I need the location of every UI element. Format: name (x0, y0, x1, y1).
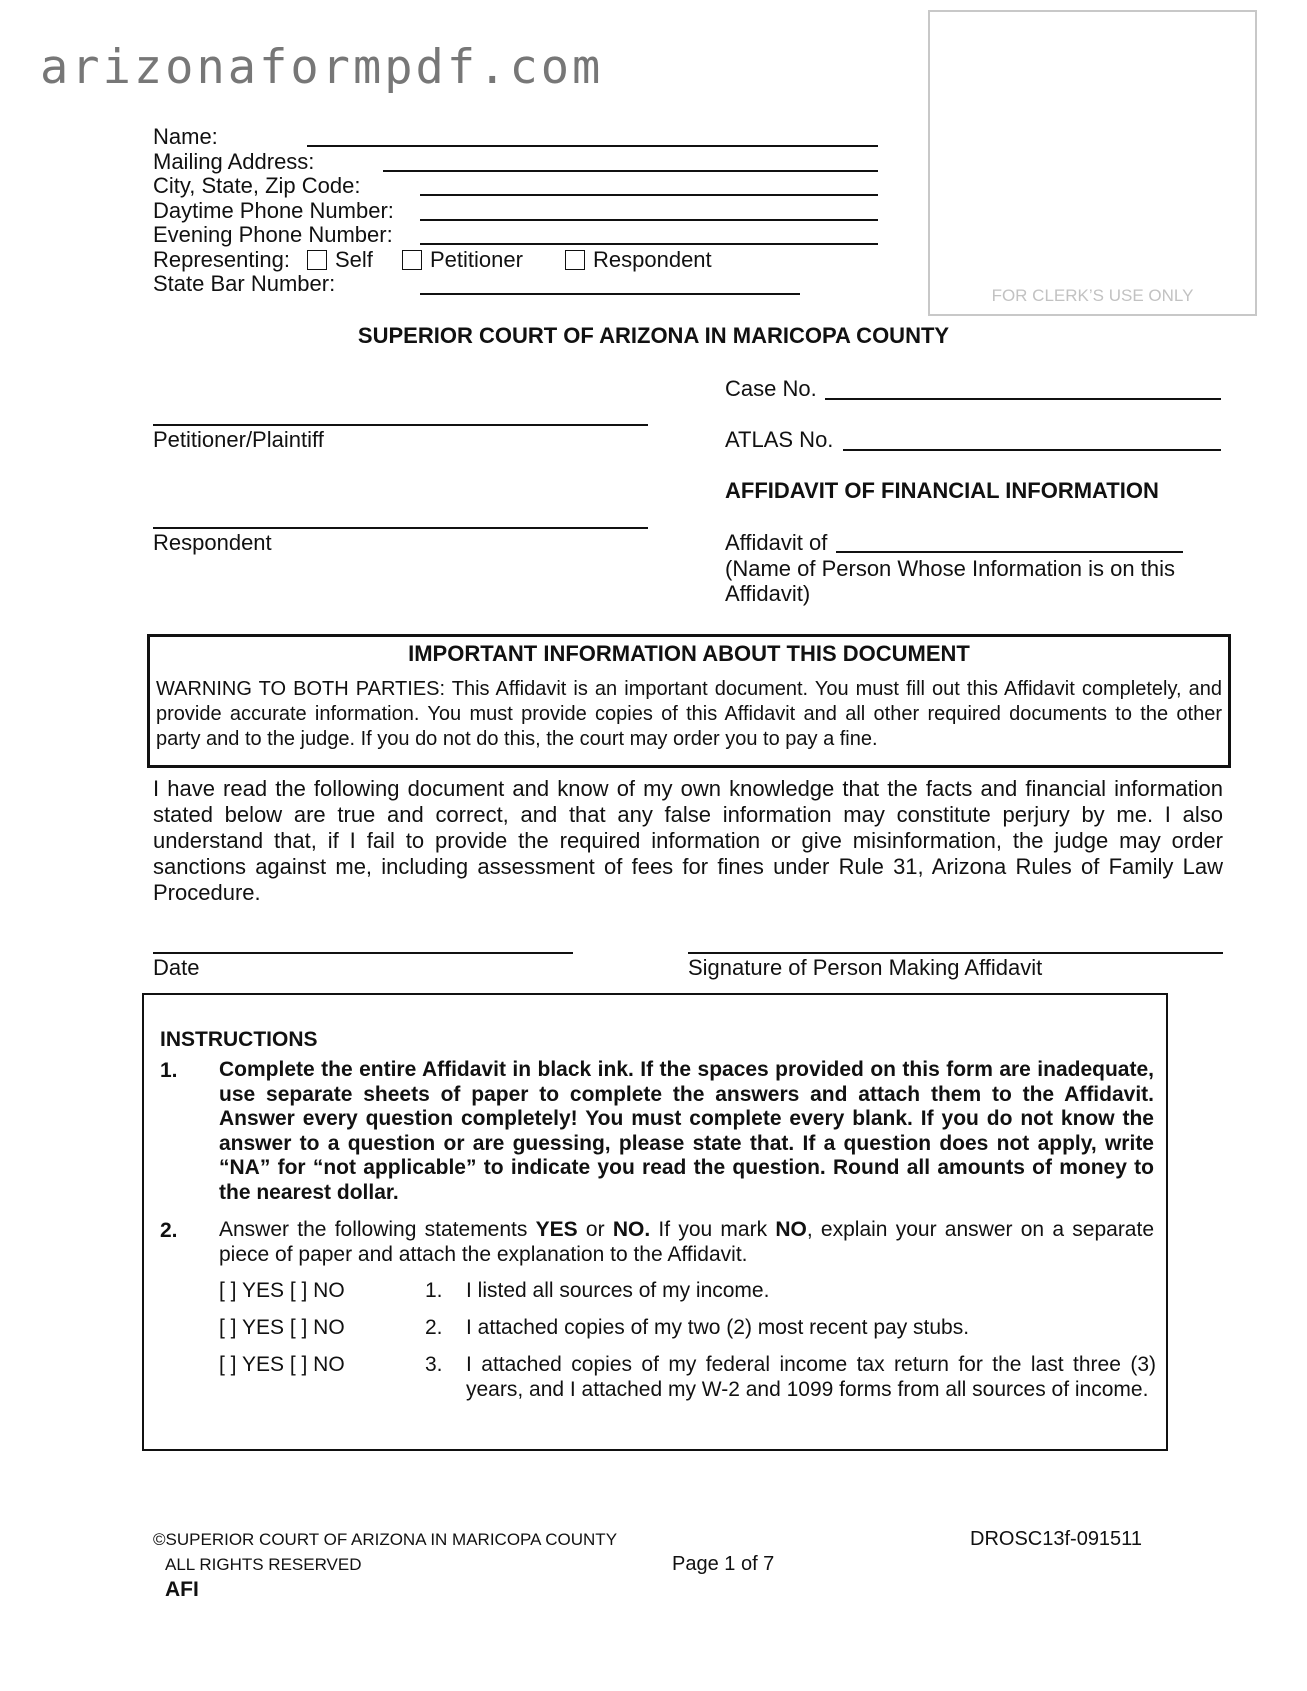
case-no-field[interactable] (825, 398, 1221, 400)
statement-3-text: I attached copies of my federal income tax return for the last three (3) years, and I attached my W-2 and 1099 forms from all sources of income. (466, 1353, 1156, 1401)
affidavit-of-label: Affidavit of (725, 530, 828, 555)
instruction-2-post: , explain your answer on a separate piece of paper and attach the explanation to the Affidavit. (219, 1218, 1155, 1266)
option-petitioner[interactable] (402, 247, 523, 272)
date-field[interactable] (153, 952, 573, 954)
instruction-1-text: Complete the entire Affidavit in black ink. If the spaces provided on this form are inadequate, use separate sheets of paper to complete the answers and attach them to the Affidavit. Answer every question completely! You must complete every blank. If you do not know the answer to a question or are guessing, please state that. If a question does not apply, write “NA” for “not applicable” to indicate you read the question. Round all amounts of money to the nearest dollar. (219, 1058, 1154, 1204)
statement-1-number: 1. (425, 1279, 443, 1302)
clerk-use-label: FOR CLERK’S USE ONLY (991, 286, 1194, 305)
document-title: AFFIDAVIT OF FINANCIAL INFORMATION (725, 478, 1159, 503)
petitioner-checkbox[interactable] (402, 250, 422, 270)
self-label: Self (335, 247, 373, 272)
statement-2-number: 2. (425, 1316, 443, 1339)
petitioner-name-field[interactable] (153, 424, 648, 426)
daytime-phone-label: Daytime Phone Number: (153, 198, 394, 223)
petitioner-label: Petitioner/Plaintiff (153, 427, 324, 452)
daytime-phone-field[interactable] (420, 219, 878, 221)
instruction-2-number: 2. (160, 1219, 178, 1242)
statement-1-text: I listed all sources of my income. (466, 1279, 770, 1302)
footer-rights: ALL RIGHTS RESERVED (165, 1555, 362, 1574)
footer-copyright: ©SUPERIOR COURT OF ARIZONA IN MARICOPA COUNTY (153, 1530, 618, 1549)
important-heading: IMPORTANT INFORMATION ABOUT THIS DOCUMENT (408, 641, 970, 666)
option-respondent[interactable] (565, 247, 712, 272)
statement-3-number: 3. (425, 1353, 443, 1376)
respondent-caption-label: Respondent (153, 530, 272, 555)
instruction-2-no2: NO (775, 1218, 807, 1241)
city-state-zip-label: City, State, Zip Code: (153, 173, 361, 198)
state-bar-label: State Bar Number: (153, 271, 336, 296)
important-warning-text: WARNING TO BOTH PARTIES: This Affidavit is an important document. You must fill out this Affidavit completely, and provide accurate information. You must provide copies of this Affidavit and all other required documents to the other party and to the judge. If you do not do this, the court may order you to pay a fine. (156, 678, 1222, 750)
signature-field[interactable] (688, 952, 1223, 954)
court-title: SUPERIOR COURT OF ARIZONA IN MARICOPA COUNTY (357, 323, 950, 348)
affidavit-note-cont: Affidavit) (725, 581, 811, 606)
atlas-no-field[interactable] (843, 449, 1221, 451)
statement-1-yes-no[interactable]: [ ] YES [ ] NO (219, 1279, 345, 1302)
page-number: Page 1 of 7 (672, 1553, 775, 1575)
respondent-label: Respondent (593, 247, 712, 272)
instruction-1-number: 1. (160, 1059, 178, 1082)
watermark: arizonaformpdf.com (40, 40, 604, 95)
instruction-2-pre: Answer the following statements (219, 1218, 536, 1241)
instruction-2-text (219, 1218, 1154, 1267)
respondent-checkbox[interactable] (565, 250, 585, 270)
state-bar-field[interactable] (420, 293, 800, 295)
statement-3-yes-no[interactable]: [ ] YES [ ] NO (219, 1353, 345, 1376)
statement-2-yes-no[interactable]: [ ] YES [ ] NO (219, 1316, 345, 1339)
signature-label: Signature of Person Making Affidavit (688, 955, 1043, 980)
mailing-address-label: Mailing Address: (153, 149, 315, 174)
instruction-2-yes: YES (535, 1218, 578, 1241)
case-no-label: Case No. (725, 376, 817, 401)
instruction-2-mid: If you mark (650, 1218, 776, 1241)
date-label: Date (153, 955, 200, 980)
instruction-2-no: NO. (612, 1218, 651, 1241)
representing-label: Representing: (153, 247, 290, 272)
instructions-box (142, 993, 1168, 1451)
form-id: DROSC13f-091511 (970, 1528, 1142, 1550)
instruction-2-or: or (577, 1218, 613, 1241)
instructions-heading: INSTRUCTIONS (160, 1028, 318, 1051)
footer-form-code: AFI (165, 1578, 199, 1601)
self-checkbox[interactable] (307, 250, 327, 270)
option-self[interactable] (307, 247, 373, 272)
evening-phone-label: Evening Phone Number: (153, 222, 393, 247)
clerk-use-box (928, 10, 1257, 316)
affidavit-of-field[interactable] (836, 551, 1183, 553)
city-state-zip-field[interactable] (420, 194, 878, 196)
respondent-name-field[interactable] (153, 527, 648, 529)
important-info-box (147, 634, 1231, 768)
name-field[interactable] (307, 145, 878, 147)
name-label: Name: (153, 124, 218, 149)
affidavit-note: (Name of Person Whose Information is on this (725, 556, 1175, 581)
statement-2-text: I attached copies of my two (2) most recent pay stubs. (466, 1316, 970, 1339)
mailing-address-field[interactable] (383, 170, 878, 172)
atlas-no-label: ATLAS No. (725, 427, 834, 452)
oath-paragraph: I have read the following document and know of my own knowledge that the facts and financial information stated below are true and correct, and that any false information may constitute perjury by me. I also understand that, if I fail to provide the required information or give misinformation, the judge may order sanctions against me, including assessment of fees for fines under Rule 31, Arizona Rules of Family Law Procedure. (153, 776, 1223, 905)
petitioner-label: Petitioner (430, 247, 523, 272)
evening-phone-field[interactable] (420, 243, 878, 245)
